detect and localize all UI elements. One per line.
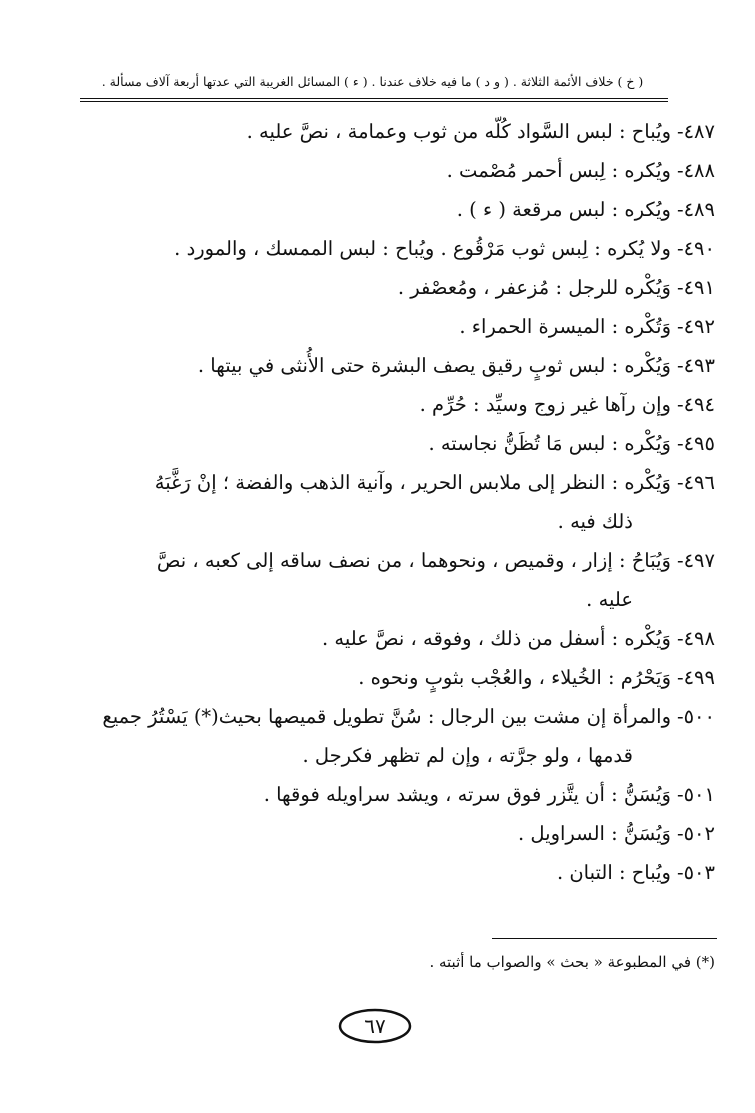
footnote-rule	[492, 938, 717, 939]
entry-text: ويُباح : لبس السَّواد كُلّه من ثوب وعمامة ، نصَّ عليه .	[246, 120, 671, 143]
entry	[40, 346, 715, 385]
entry-number: ٤٩٦-	[676, 471, 715, 494]
entry	[40, 814, 715, 853]
page-number-badge	[337, 1007, 413, 1045]
entry	[40, 190, 715, 229]
footnote: (*) في المطبوعة « بحث » والصواب ما أثبته .	[429, 953, 715, 971]
entry	[40, 619, 715, 658]
entry-number: ٤٩١-	[676, 276, 715, 299]
entry	[40, 268, 715, 307]
page-number: ٦٧	[364, 1014, 386, 1038]
entry-continuation: قدمها ، ولو جرَّته ، وإن لم تظهر فكرجل .	[302, 744, 633, 767]
entry-text: ويُكره : لبس مرقعة ( ء ) .	[456, 198, 671, 221]
entry-continuation: ذلك فيه .	[557, 510, 633, 533]
entry	[40, 775, 715, 814]
entry	[40, 463, 715, 541]
entry-number: ٤٩٥-	[676, 432, 715, 455]
entry-number: ٤٨٨-	[676, 159, 715, 182]
entry	[40, 112, 715, 151]
entry-number: ٤٩٧-	[676, 549, 715, 572]
entry-text: وَيُكْره : لبس ثوبٍ رقيق يصف البشرة حتى الأُنثى في بيتها .	[197, 354, 671, 377]
entry-text: وَيُكْره : لبس مَا تُظَنُّ نجاسته .	[428, 432, 671, 455]
entry-text: وَيُبَاحُ : إزار ، وقميص ، ونحوهما ، من نصف ساقه إلى كعبه ، نصَّ	[156, 549, 671, 572]
entry-text: وَيُسَنُّ : السراويل .	[517, 822, 671, 845]
entry-text: وَيُسَنُّ : أن يتَّزر فوق سرته ، ويشد سراويله فوقها .	[263, 783, 671, 806]
entry	[40, 541, 715, 619]
entry-number: ٤٨٩-	[676, 198, 715, 221]
header-rule	[80, 98, 668, 102]
entry-number: ٤٩٩-	[676, 666, 715, 689]
entry-text: ويُكره : لِبس أحمر مُصْمت .	[446, 159, 671, 182]
entry-text: ولا يُكره : لِبس ثوب مَرْقُوع . ويُباح : لبس الممسك ، والمورد .	[174, 237, 671, 260]
entry-number: ٤٩٢-	[676, 315, 715, 338]
entry-text: وَيُكْره : أسفل من ذلك ، وفوقه ، نصَّ عليه .	[321, 627, 671, 650]
entry	[40, 658, 715, 697]
entry-number: ٥٠١-	[676, 783, 715, 806]
entry-text: وإن رآها غير زوج وسيِّد : حُرِّم .	[419, 393, 671, 416]
entry-number: ٤٩٨-	[676, 627, 715, 650]
entry-number: ٥٠٣-	[676, 861, 715, 884]
running-header: ( خ ) خلاف الأئمة الثلاثة . ( و د ) ما فيه خلاف عندنا . ( ء ) المسائل الغريبة التي عدتها أربعة آلاف مسألة .	[101, 74, 644, 89]
entries-list	[40, 112, 715, 892]
entry	[40, 853, 715, 892]
entry-text: وَيَحْرُم : الخُيلاء ، والعُجْب بثوبٍ ونحوه .	[358, 666, 671, 689]
entry-number: ٤٩٤-	[676, 393, 715, 416]
entry	[40, 307, 715, 346]
entry-number: ٥٠٠-	[676, 705, 715, 728]
entry-number: ٤٩٠-	[676, 237, 715, 260]
entry-number: ٥٠٢-	[676, 822, 715, 845]
entry	[40, 229, 715, 268]
entry	[40, 385, 715, 424]
entry	[40, 424, 715, 463]
entry-number: ٤٨٧-	[676, 120, 715, 143]
entry-continuation: عليه .	[586, 588, 633, 611]
entry-number: ٤٩٣-	[676, 354, 715, 377]
entry-text: ويُباح : التبان .	[556, 861, 671, 884]
entry	[40, 697, 715, 775]
entry-text: وَتُكْره : الميسرة الحمراء .	[459, 315, 671, 338]
entry-text: وَيُكْره : النظر إلى ملابس الحرير ، وآنية الذهب والفضة ؛ إنْ رَغَّبَهُ	[154, 471, 671, 494]
entry	[40, 151, 715, 190]
entry-text: وَيُكْره للرجل : مُزعفر ، ومُعصْفر .	[397, 276, 671, 299]
entry-text: والمرأة إن مشت بين الرجال : سُنَّ تطويل قميصها بحيث(*) يَسْتُرُ جميع	[102, 705, 671, 728]
